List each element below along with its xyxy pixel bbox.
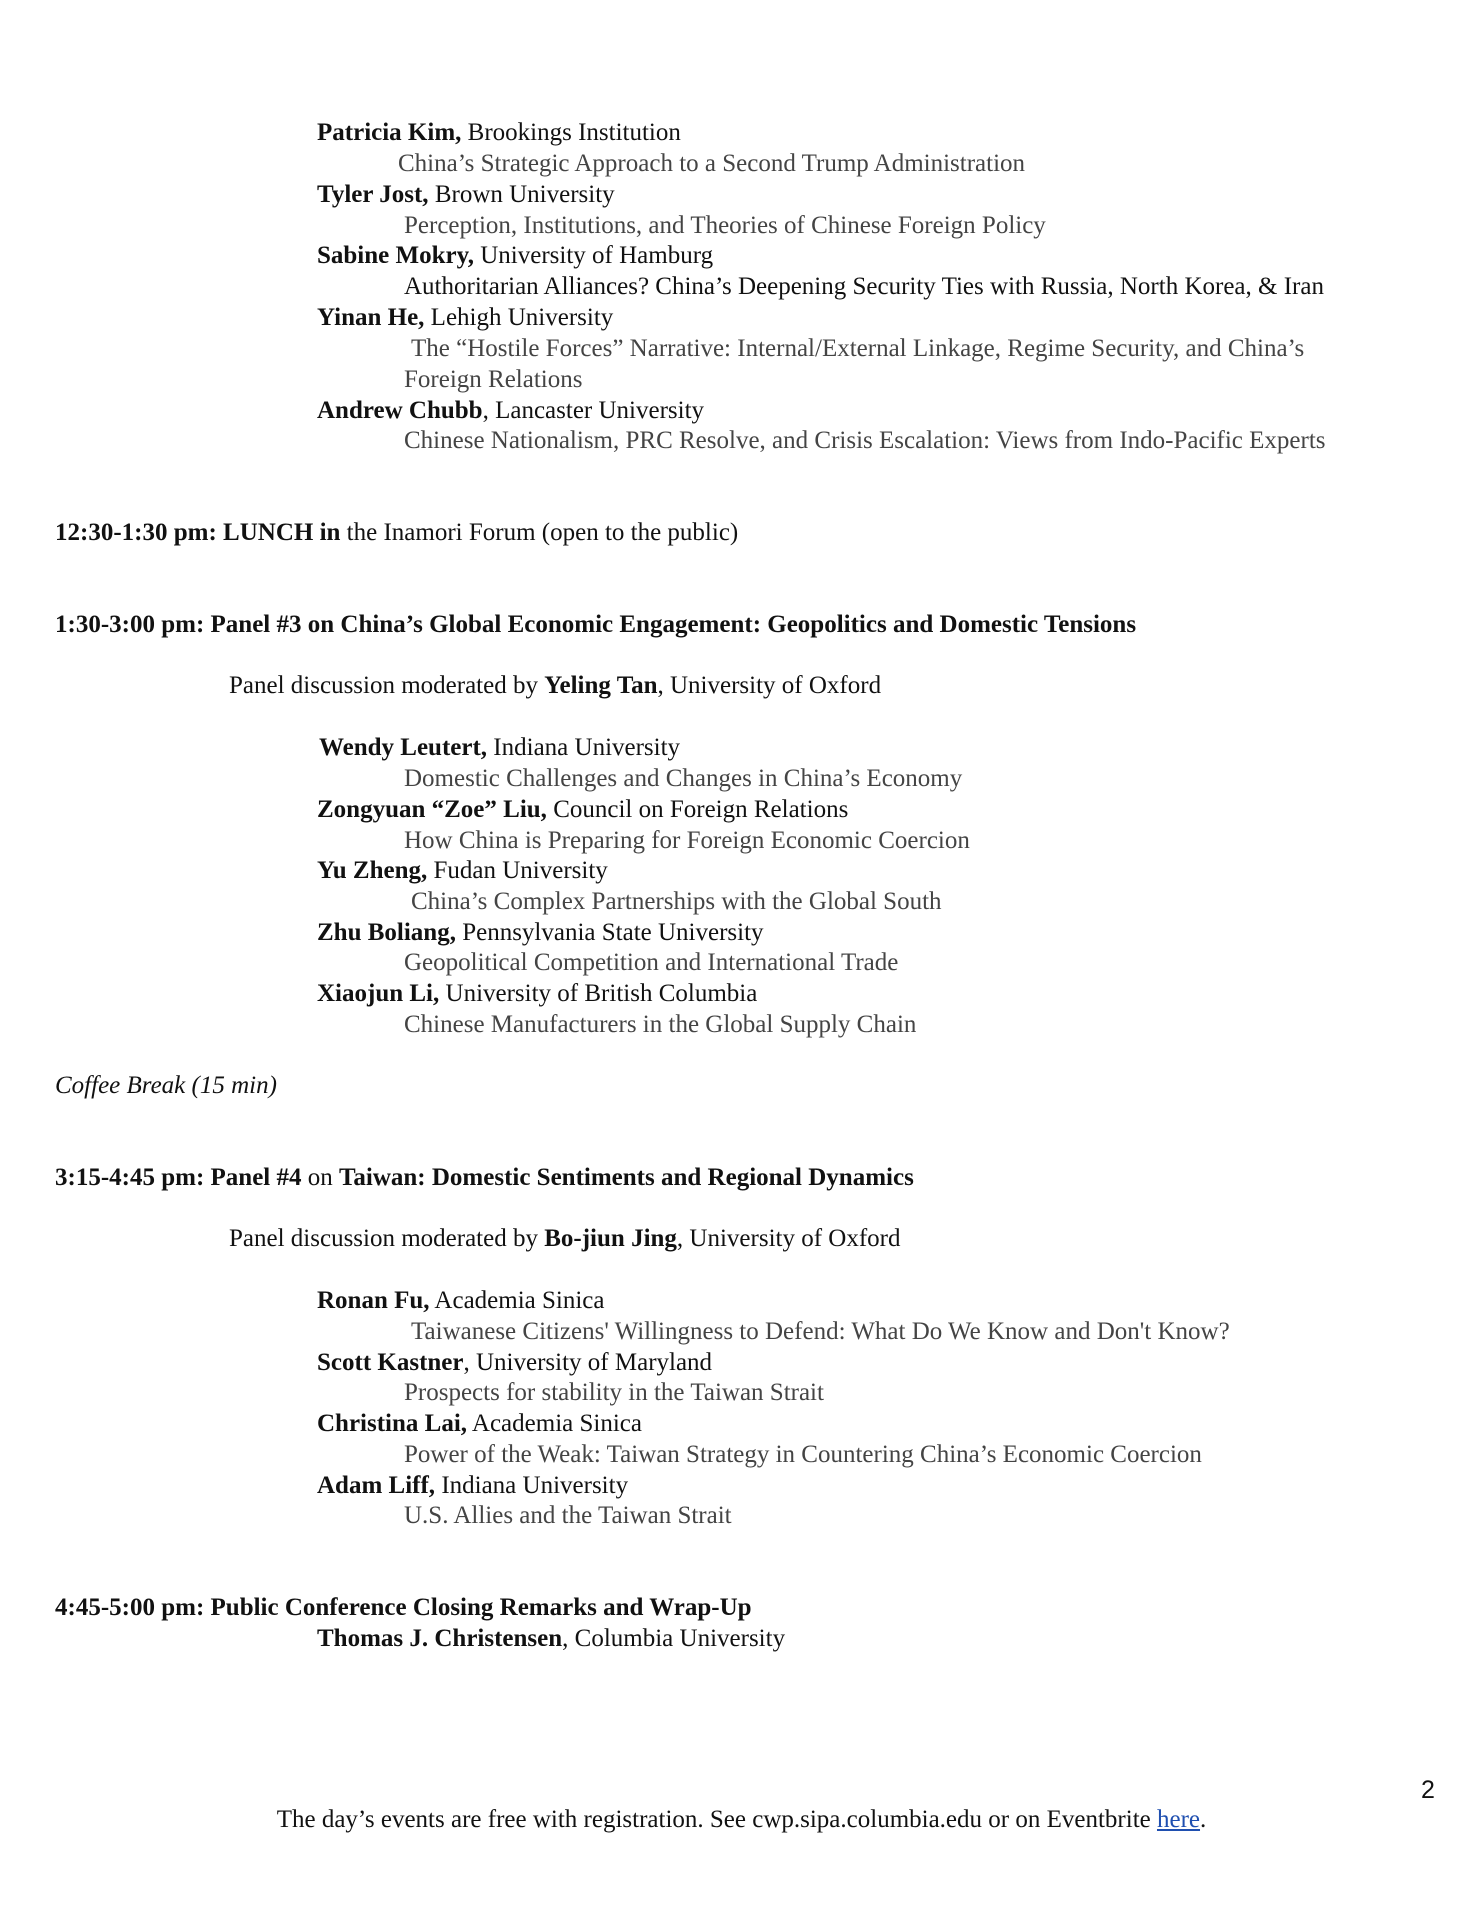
eventbrite-link[interactable]: here bbox=[1156, 1806, 1201, 1833]
panel4-heading bbox=[55, 1163, 914, 1194]
lunch-time: 12:30-1:30 pm: LUNCH in bbox=[55, 519, 341, 546]
speaker-affiliation: , Columbia University bbox=[562, 1625, 786, 1652]
speaker-affiliation: University of Hamburg bbox=[473, 242, 714, 269]
speaker-affiliation: , Lancaster University bbox=[482, 397, 705, 424]
talk-title: China’s Complex Partnerships with the Global South bbox=[411, 888, 942, 915]
lunch-location: the Inamori Forum (open to the public) bbox=[340, 519, 739, 546]
talk-title: Geopolitical Competition and International Trade bbox=[404, 949, 899, 976]
speaker-affiliation: Fudan University bbox=[427, 857, 608, 884]
speaker-line bbox=[319, 733, 680, 764]
moderator-name: Yeling Tan bbox=[544, 672, 658, 699]
panel4-heading-topic: Taiwan: Domestic Sentiments and Regional Dynamics bbox=[339, 1164, 914, 1191]
speaker-name: Yu Zheng, bbox=[317, 857, 428, 884]
speaker-name: Patricia Kim, bbox=[317, 119, 462, 146]
panel3-heading: 1:30-3:00 pm: Panel #3 on China’s Global Economic Engagement: Geopolitics and Domestic Tensions bbox=[55, 611, 1137, 638]
closing-heading: 4:45-5:00 pm: Public Conference Closing Remarks and Wrap-Up bbox=[55, 1594, 752, 1621]
speaker-name: Adam Liff, bbox=[317, 1472, 436, 1499]
speaker-line bbox=[317, 118, 681, 149]
speaker-name: Andrew Chubb bbox=[317, 397, 483, 424]
speaker-name: Yinan He, bbox=[317, 304, 425, 331]
panel4-moderator-line bbox=[229, 1224, 901, 1255]
speaker-affiliation: Academia Sinica bbox=[429, 1287, 605, 1314]
speaker-line bbox=[317, 1409, 642, 1440]
talk-title: Chinese Manufacturers in the Global Supply Chain bbox=[404, 1011, 917, 1038]
moderator-affiliation: , University of Oxford bbox=[657, 672, 882, 699]
speaker-name: Scott Kastner bbox=[317, 1349, 464, 1376]
speaker-line bbox=[317, 918, 764, 949]
speaker-affiliation: Brookings Institution bbox=[461, 119, 681, 146]
speaker-name: Zongyuan “Zoe” Liu, bbox=[317, 796, 547, 823]
speaker-affiliation: University of British Columbia bbox=[439, 980, 758, 1007]
speaker-affiliation: Indiana University bbox=[487, 734, 681, 761]
speaker-affiliation: Brown University bbox=[428, 181, 615, 208]
page-number: 2 bbox=[1421, 1776, 1435, 1804]
speaker-name: Wendy Leutert, bbox=[319, 734, 488, 761]
talk-title: The “Hostile Forces” Narrative: Internal/External Linkage, Regime Security, and China’s bbox=[411, 335, 1305, 362]
speaker-affiliation: Indiana University bbox=[435, 1472, 629, 1499]
moderator-name: Bo-jiun Jing bbox=[544, 1225, 677, 1252]
talk-title: Taiwanese Citizens' Willingness to Defend: What Do We Know and Don't Know? bbox=[411, 1318, 1230, 1345]
talk-title: U.S. Allies and the Taiwan Strait bbox=[404, 1502, 732, 1529]
footer-note bbox=[0, 1805, 1483, 1836]
talk-title: Power of the Weak: Taiwan Strategy in Countering China’s Economic Coercion bbox=[404, 1441, 1202, 1468]
footer-period: . bbox=[1200, 1806, 1207, 1833]
speaker-name: Sabine Mokry, bbox=[317, 242, 474, 269]
moderated-by-label: Panel discussion moderated by bbox=[229, 1225, 545, 1252]
speaker-name: Tyler Jost, bbox=[317, 181, 429, 208]
talk-title: Chinese Nationalism, PRC Resolve, and Crisis Escalation: Views from Indo-Pacific Experts bbox=[404, 427, 1326, 454]
speaker-affiliation: Council on Foreign Relations bbox=[546, 796, 849, 823]
moderator-affiliation: , University of Oxford bbox=[676, 1225, 901, 1252]
closing-speaker-line bbox=[317, 1624, 785, 1655]
moderated-by-label: Panel discussion moderated by bbox=[229, 672, 545, 699]
speaker-name: Ronan Fu, bbox=[317, 1287, 430, 1314]
talk-title-continued: Foreign Relations bbox=[404, 366, 583, 393]
speaker-line bbox=[317, 180, 615, 211]
panel3-moderator-line bbox=[229, 671, 881, 702]
speaker-line bbox=[317, 303, 613, 334]
talk-title: Prospects for stability in the Taiwan Strait bbox=[404, 1379, 824, 1406]
speaker-affiliation: Lehigh University bbox=[424, 304, 614, 331]
panel4-heading-time: 3:15-4:45 pm: Panel #4 bbox=[55, 1164, 302, 1191]
talk-title: How China is Preparing for Foreign Economic Coercion bbox=[404, 827, 970, 854]
speaker-name: Zhu Boliang, bbox=[317, 919, 456, 946]
speaker-name: Thomas J. Christensen bbox=[317, 1625, 563, 1652]
panel4-heading-on: on bbox=[301, 1164, 339, 1191]
footer-text: The day’s events are free with registration. See cwp.sipa.columbia.edu or on Eventbrite bbox=[276, 1806, 1157, 1833]
speaker-line bbox=[317, 241, 713, 272]
speaker-name: Xiaojun Li, bbox=[317, 980, 440, 1007]
talk-title: Domestic Challenges and Changes in China’s Economy bbox=[404, 765, 963, 792]
talk-title: Perception, Institutions, and Theories of Chinese Foreign Policy bbox=[404, 212, 1046, 239]
speaker-line bbox=[317, 396, 704, 427]
coffee-break: Coffee Break (15 min) bbox=[55, 1072, 277, 1099]
speaker-line bbox=[317, 1286, 605, 1317]
talk-title: China’s Strategic Approach to a Second Trump Administration bbox=[398, 150, 1026, 177]
speaker-affiliation: , University of Maryland bbox=[463, 1349, 713, 1376]
speaker-line bbox=[317, 979, 757, 1010]
speaker-line bbox=[317, 1348, 712, 1379]
talk-title: Authoritarian Alliances? China’s Deepening Security Ties with Russia, North Korea, & Iran bbox=[404, 273, 1324, 300]
speaker-affiliation: Academia Sinica bbox=[467, 1410, 642, 1437]
speaker-name: Christina Lai, bbox=[317, 1410, 468, 1437]
speaker-line bbox=[317, 856, 608, 887]
speaker-affiliation: Pennsylvania State University bbox=[455, 919, 764, 946]
lunch-line bbox=[55, 518, 738, 549]
speaker-line bbox=[317, 1471, 628, 1502]
speaker-line bbox=[317, 795, 848, 826]
